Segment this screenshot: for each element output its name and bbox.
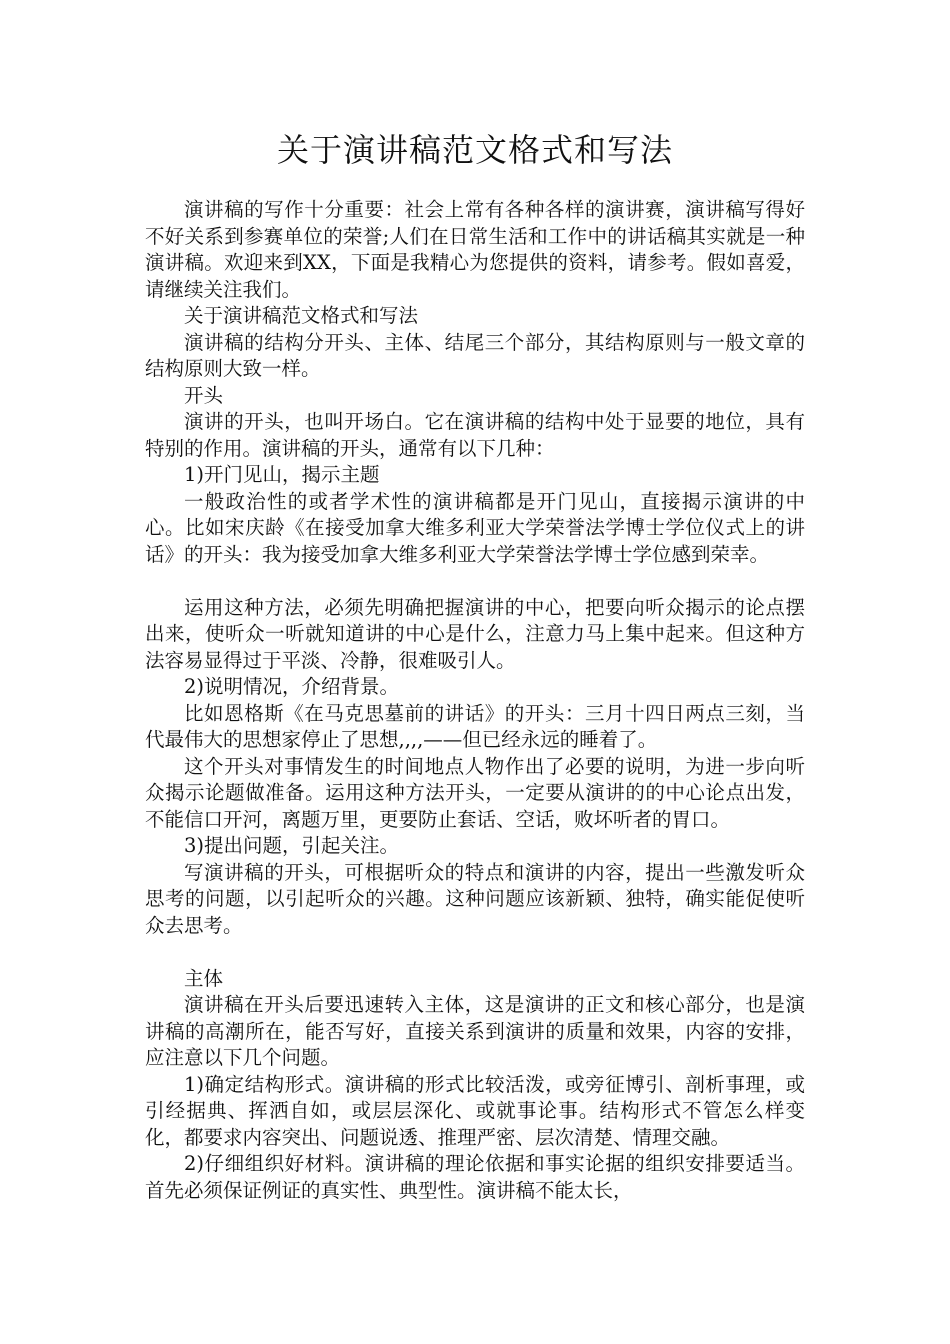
paragraph-method-1: 运用这种方法，必须先明确把握演讲的中心，把要向听众揭示的论点摆出来，使听众一听就知道讲的中心是什么，注意力马上集中起来。但这种方法容易显得过于平淡、冷静，很难吸引人。 [145,595,805,672]
paragraph-opening-intro: 演讲的开头，也叫开场白。它在演讲稿的结构中处于显要的地位，具有特别的作用。演讲稿的开头，通常有以下几种： [145,410,805,460]
document-title: 关于演讲稿范文格式和写法 [276,131,673,169]
section-heading-opening: 开头 [184,383,224,407]
paragraph-subtitle: 关于演讲稿范文格式和写法 [184,304,419,327]
document-body [145,197,805,1204]
paragraph-example-1: 一般政治性的或者学术性的演讲稿都是开门见山，直接揭示演讲的中心。比如宋庆龄《在接受加拿大维多利亚大学荣誉法学博士学位仪式上的讲话》的开头：我为接受加拿大维多利亚大学荣誉法学博士学位感到荣幸。 [145,489,805,566]
list-heading-1: 1)开门见山，揭示主题 [184,463,380,486]
paragraph-body-point-2: 2)仔细组织好材料。演讲稿的理论依据和事实论据的组织安排要适当。首先必须保证例证的真实性、典型性。演讲稿不能太长， [145,1152,805,1202]
list-heading-3: 3)提出问题，引起关注。 [184,834,400,857]
paragraph-intro: 演讲稿的写作十分重要：社会上常有各种各样的演讲赛，演讲稿写得好不好关系到参赛单位的荣誉;人们在日常生活和工作中的讲话稿其实就是一种演讲稿。欢迎来到XX，下面是我精心为您提供的资料，请参考。假如喜爱，请继续关注我们。 [145,198,805,301]
paragraph-method-3: 写演讲稿的开头，可根据听众的特点和演讲的内容，提出一些激发听众思考的问题，以引起听众的兴趣。这种问题应该新颖、独特，确实能促使听众去思考。 [145,860,805,937]
paragraph-body-intro: 演讲稿在开头后要迅速转入主体，这是演讲的正文和核心部分，也是演讲稿的高潮所在，能否写好，直接关系到演讲的质量和效果，内容的安排，应注意以下几个问题。 [145,993,805,1069]
section-heading-body: 主体 [184,966,224,990]
paragraph-method-2: 这个开头对事情发生的时间地点人物作出了必要的说明，为进一步向听众揭示论题做准备。运用这种方法开头，一定要从演讲的的中心论点出发，不能信口开河，离题万里，更要防止套话、空话，败坏听者的胃口。 [145,754,805,831]
list-heading-2: 2)说明情况，介绍背景。 [184,675,400,698]
paragraph-structure: 演讲稿的结构分开头、主体、结尾三个部分，其结构原则与一般文章的结构原则大致一样。 [145,330,805,380]
paragraph-body-point-1: 1)确定结构形式。演讲稿的形式比较活泼，或旁征博引、剖析事理，或引经据典、挥洒自如，或层层深化、或就事论事。结构形式不管怎么样变化，都要求内容突出、问题说透、推理严密、层次清楚、情理交融。 [145,1072,805,1149]
paragraph-example-2: 比如恩格斯《在马克思墓前的讲话》的开头：三月十四日两点三刻，当代最伟大的思想家停止了思想,,,,——但已经永远的睡着了。 [145,701,805,751]
